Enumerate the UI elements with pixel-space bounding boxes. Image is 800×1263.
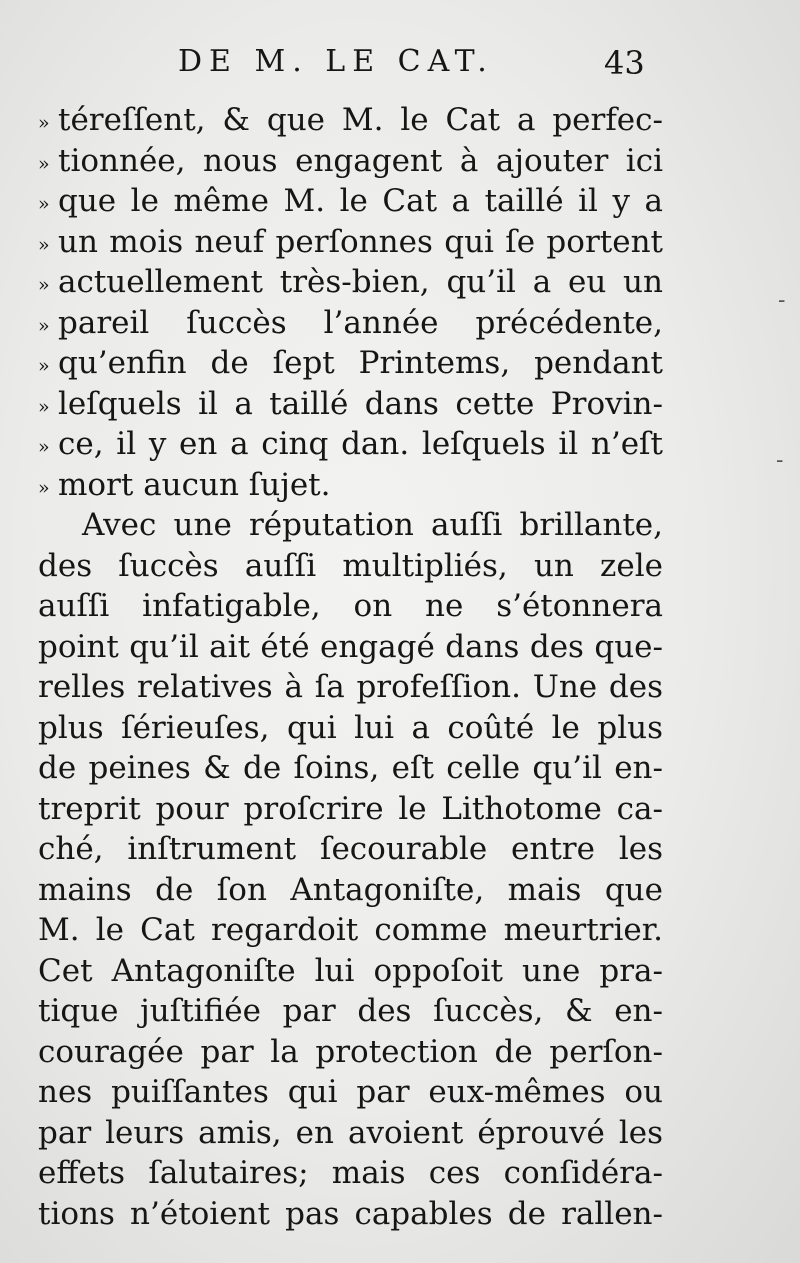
line-text: couragée par la protection de perſon- bbox=[38, 1033, 663, 1070]
text-line bbox=[38, 667, 663, 708]
body-text bbox=[38, 100, 663, 1234]
text-line bbox=[38, 384, 663, 425]
line-text: téreſſent, & que M. le Cat a perfec- bbox=[58, 102, 663, 138]
text-line bbox=[38, 910, 663, 951]
quotation-mark: » bbox=[38, 233, 50, 256]
quotation-mark: » bbox=[38, 355, 50, 377]
line-text: qu’enfin de ſept Printems, pendant bbox=[58, 345, 663, 381]
quotation-mark: » bbox=[38, 476, 50, 499]
text-line bbox=[38, 789, 663, 830]
line-text: point qu’il ait été engagé dans des que- bbox=[38, 628, 663, 665]
quotation-mark: » bbox=[38, 395, 50, 418]
line-text: actuellement très-bien, qu’il a eu un bbox=[58, 264, 663, 300]
quotation-mark: » bbox=[38, 314, 50, 337]
line-text: auſſi infatigable, on ne s’étonnera bbox=[38, 588, 663, 624]
line-text: plus ſérieuſes, qui lui a coûté le plus bbox=[38, 709, 663, 746]
line-text: treprit pour proſcrire le Lithotome ca- bbox=[38, 790, 663, 827]
text-line bbox=[38, 424, 663, 465]
line-text: des ſuccès auſſi multipliés, un zele bbox=[38, 547, 663, 584]
text-line bbox=[38, 181, 663, 222]
text-line bbox=[38, 303, 663, 344]
text-line bbox=[38, 870, 663, 911]
text-line bbox=[38, 465, 663, 506]
quotation-mark: » bbox=[38, 193, 50, 215]
text-line bbox=[38, 262, 663, 303]
text-line bbox=[38, 1032, 663, 1073]
text-line bbox=[38, 1153, 663, 1194]
page-number: 43 bbox=[604, 44, 645, 82]
text-line bbox=[38, 343, 663, 384]
line-text: effets ſalutaires; mais ces conſidéra- bbox=[38, 1155, 663, 1191]
text-line bbox=[38, 748, 663, 789]
margin-mark: - bbox=[778, 288, 786, 313]
text-line bbox=[38, 951, 663, 992]
line-text: leſquels il a taillé dans cette Provin- bbox=[58, 385, 663, 422]
line-text: de peines & de ſoins, eſt celle qu’il en- bbox=[38, 750, 663, 786]
margin-mark: - bbox=[776, 448, 784, 473]
line-text: par leurs amis, en avoient éprouvé les bbox=[38, 1114, 663, 1151]
line-text: Avec une réputation auſſi brillante, bbox=[82, 507, 663, 543]
line-text: nes puiſſantes qui par eux-mêmes ou bbox=[38, 1074, 663, 1110]
quotation-mark: » bbox=[38, 152, 50, 175]
line-text: mort aucun ſujet. bbox=[58, 466, 331, 503]
text-line bbox=[38, 100, 663, 141]
text-line bbox=[38, 1113, 663, 1154]
text-line bbox=[38, 1194, 663, 1235]
running-head: DE M. LE CAT. bbox=[178, 44, 494, 79]
line-text: tique juſtifiée par des ſuccès, & en- bbox=[38, 993, 663, 1029]
text-line bbox=[38, 708, 663, 749]
line-text: ché, inſtrument ſecourable entre les bbox=[38, 831, 663, 867]
line-text: tionnée, nous engagent à ajouter ici bbox=[58, 142, 663, 179]
line-text: pareil ſuccès l’année précédente, bbox=[58, 304, 663, 341]
line-text: tions n’étoient pas capables de rallen- bbox=[38, 1195, 663, 1232]
quotation-mark: » bbox=[38, 112, 50, 134]
text-line bbox=[38, 546, 663, 587]
line-text: ce, il y en a cinq dan. leſquels il n’eſt bbox=[58, 426, 663, 462]
quotation-mark: » bbox=[38, 436, 50, 458]
text-line bbox=[38, 141, 663, 182]
line-text: Cet Antagoniſte lui oppoſoit une pra- bbox=[38, 952, 663, 989]
text-line bbox=[38, 1072, 663, 1113]
quotation-mark: » bbox=[38, 274, 50, 296]
line-text: M. le Cat regardoit comme meurtrier. bbox=[38, 912, 663, 948]
line-text: que le même M. le Cat a taillé il y a bbox=[58, 183, 663, 219]
text-line bbox=[38, 991, 663, 1032]
line-text: relles relatives à ſa profeſſion. Une des bbox=[38, 669, 663, 705]
text-line bbox=[38, 627, 663, 668]
line-text: un mois neuf perſonnes qui ſe portent bbox=[58, 223, 663, 260]
text-line bbox=[38, 586, 663, 627]
line-text: mains de ſon Antagoniſte, mais que bbox=[38, 871, 663, 908]
text-line bbox=[38, 222, 663, 263]
text-line bbox=[38, 829, 663, 870]
text-line bbox=[38, 505, 663, 546]
